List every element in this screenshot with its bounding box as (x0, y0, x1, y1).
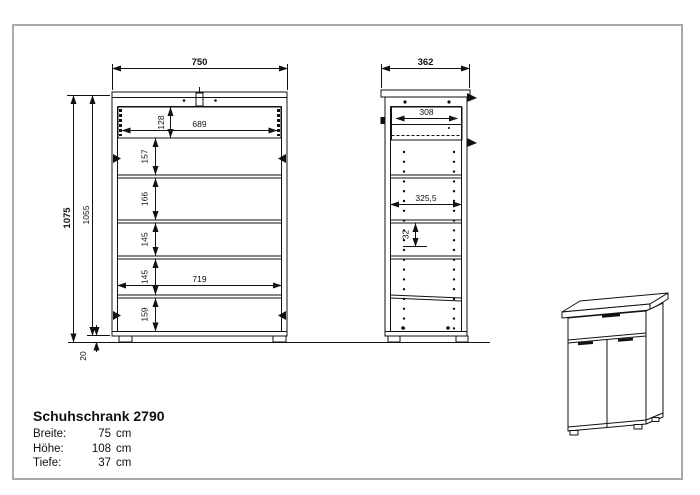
spec-unit: cm (116, 442, 132, 455)
spec-label: Tiefe: (33, 457, 62, 469)
spec-value: 108 (91, 442, 111, 455)
product-specs-block (33, 408, 253, 471)
dim-compartment-4: 145 (139, 269, 150, 285)
product-title: Schuhschrank 2790 (33, 408, 165, 424)
dim-side-overall-depth: 362 (417, 57, 434, 68)
thumb-foot-left (570, 431, 578, 436)
dim-compartment-5: 159 (139, 307, 150, 322)
dim-front-overall-width: 750 (191, 57, 208, 68)
spec-value: 37 (98, 457, 111, 469)
drawer-handle-side (381, 117, 386, 124)
side-view (381, 90, 478, 342)
dim-drawer-depth: 308 (419, 107, 434, 117)
spec-unit: cm (116, 428, 132, 440)
back-fixing-marks (467, 93, 477, 147)
dim-compartment-1: 157 (139, 149, 150, 164)
thumb-foot-back (652, 418, 659, 422)
dim-front-inner-width: 719 (192, 274, 207, 284)
spec-value: 75 (98, 428, 111, 440)
spec-row-breite (33, 427, 253, 442)
thumb-side-face (646, 303, 663, 424)
dim-side-inner-depth: 325,5 (415, 193, 437, 203)
dim-drawer-inner-height: 128 (156, 115, 166, 130)
side-top-board (381, 90, 470, 97)
spec-row-tiefe (33, 456, 253, 471)
spec-row-hoehe (33, 442, 253, 457)
dim-drawer-inner-width: 689 (192, 119, 207, 129)
foot-right (273, 336, 286, 342)
dim-front-overall-height: 1075 (62, 207, 73, 229)
dim-compartment-3: 145 (139, 232, 150, 247)
dim-hole-spacing: 32 (400, 229, 411, 240)
dim-front-plinth-height: 20 (78, 351, 88, 361)
spec-unit: cm (116, 457, 132, 469)
spec-label: Höhe: (33, 442, 64, 455)
side-foot-front (388, 336, 400, 342)
spec-label: Breite: (33, 428, 67, 440)
dim-front-carcass-height: 1055 (81, 205, 91, 225)
thumb-foot-right (634, 425, 642, 430)
foot-left (119, 336, 132, 342)
side-foot-back (456, 336, 468, 342)
product-thumbnail (562, 293, 668, 435)
dim-compartment-2: 166 (139, 191, 150, 207)
